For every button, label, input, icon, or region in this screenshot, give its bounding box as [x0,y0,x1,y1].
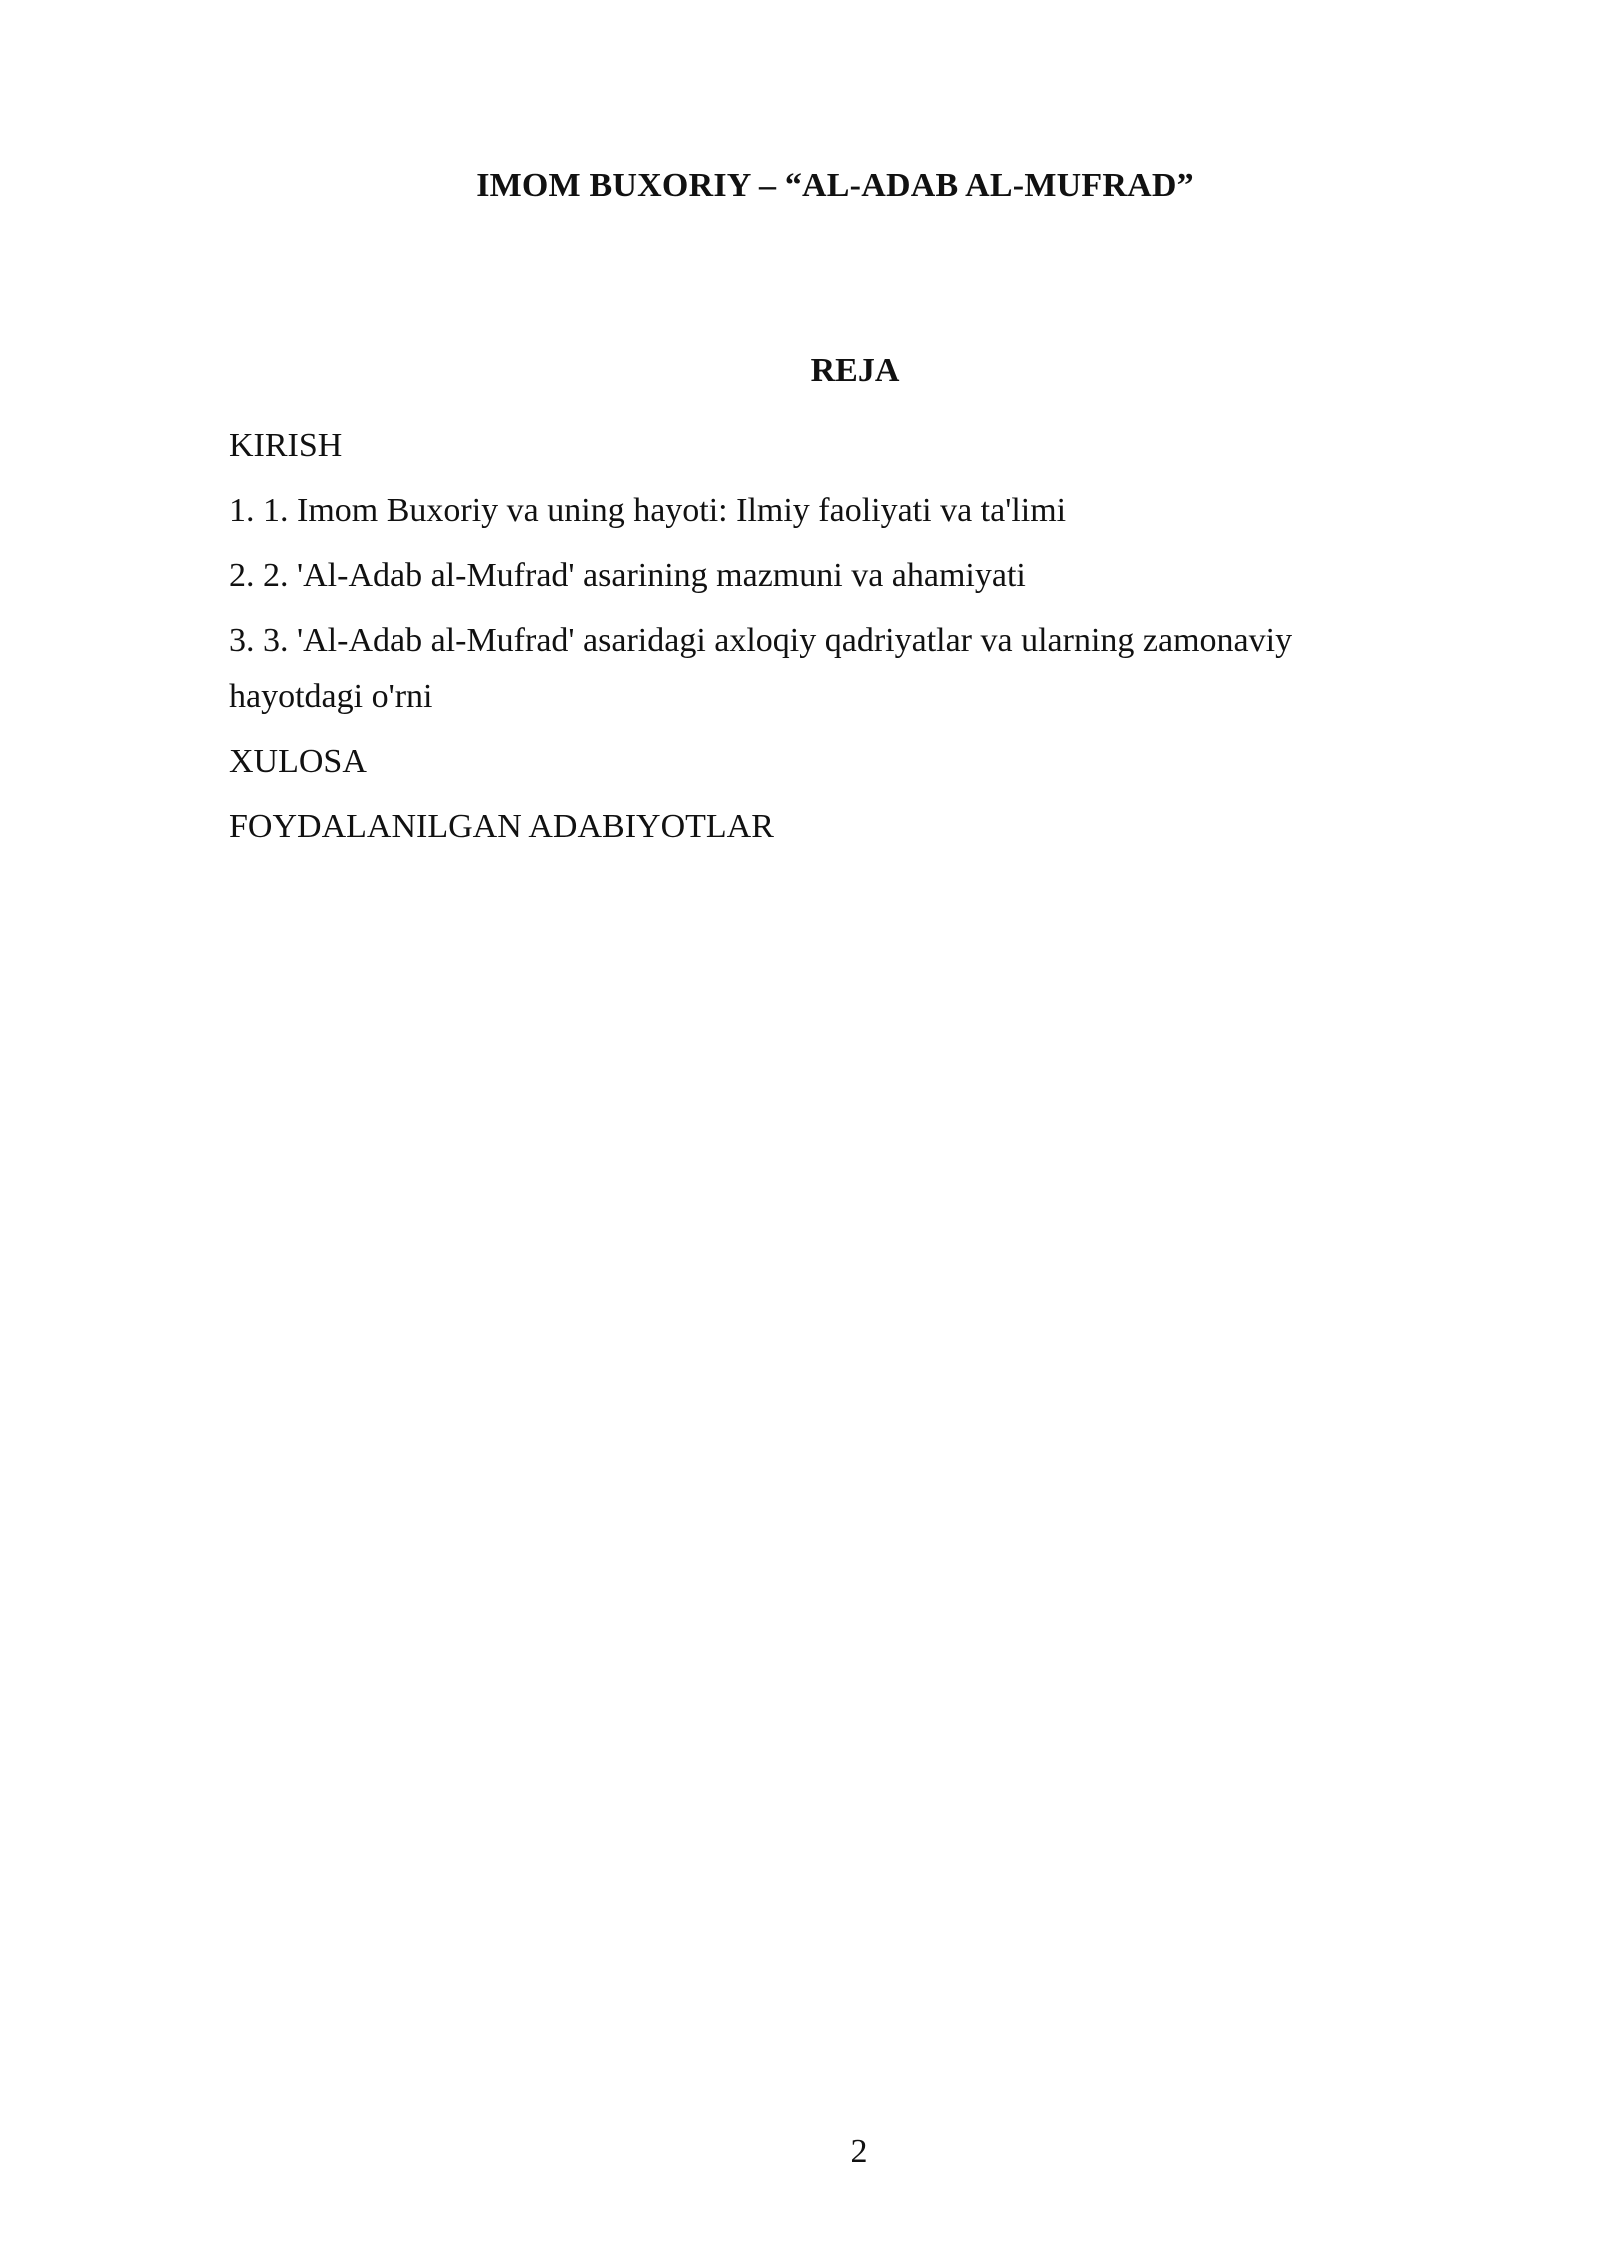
toc-item-conclusion: XULOSA [229,743,367,780]
toc-item-section-1: 1. 1. Imom Buxoriy va uning hayoti: Ilmiy faoliyati va ta'limi [229,492,1067,529]
table-of-contents [229,418,1429,864]
plan-heading: REJA [810,352,900,389]
toc-item-references: FOYDALANILGAN ADABIYOTLAR [229,808,774,845]
toc-item-section-2: 2. 2. 'Al-Adab al-Mufrad' asarining mazmuni va ahamiyati [229,557,1026,594]
document-title: IMOM BUXORIY – “AL-ADAB AL-MUFRAD” [476,167,1194,204]
toc-item-section-3: 3. 3. 'Al-Adab al-Mufrad' asaridagi axloqiy qadriyatlar va ularning zamonaviy hayotdagi o'rni [229,622,1293,715]
toc-item-introduction: KIRISH [229,427,343,464]
page-number: 2 [850,2133,868,2170]
